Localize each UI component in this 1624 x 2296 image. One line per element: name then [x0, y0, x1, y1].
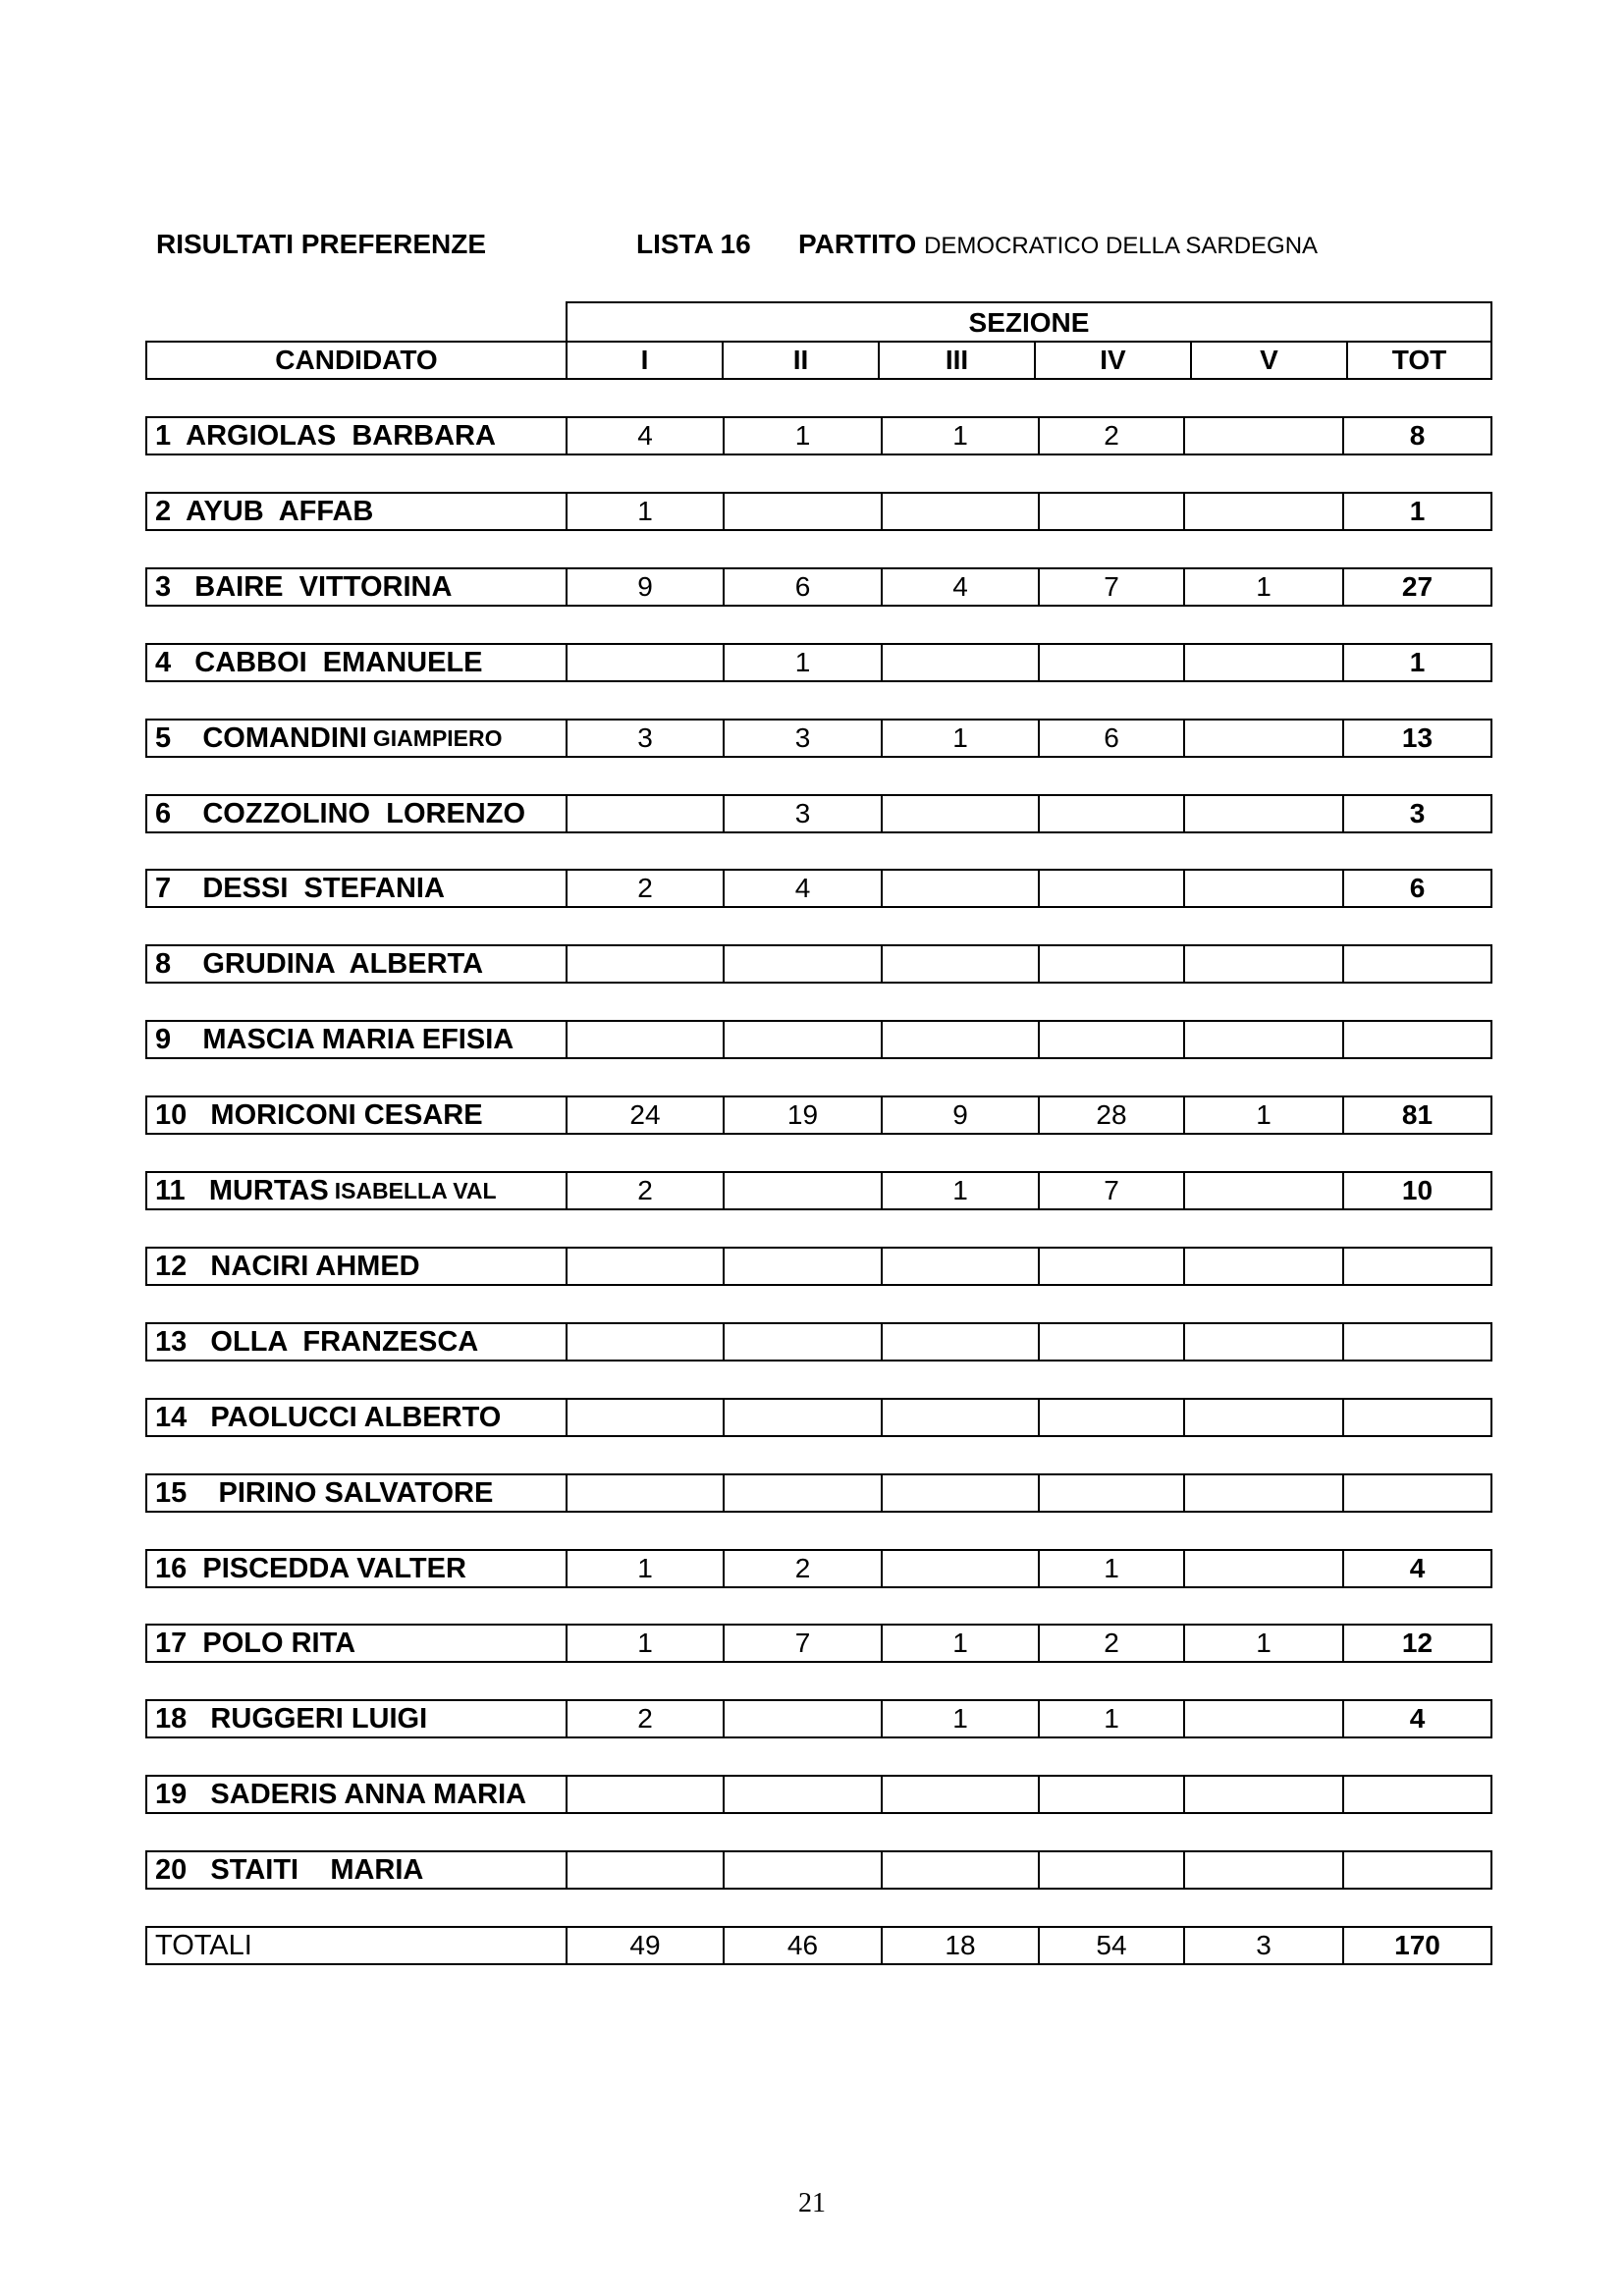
- vote-cell: [1183, 796, 1342, 831]
- candidate-name-text: 18 RUGGERI LUIGI: [155, 1702, 428, 1735]
- vote-cell: 1: [637, 1553, 653, 1583]
- table-row: [566, 1095, 1492, 1135]
- candidate-name: [145, 416, 568, 455]
- vote-cell: 2: [1038, 418, 1183, 454]
- candidate-name-extra: ISABELLA VAL: [334, 1177, 497, 1203]
- table-row: [566, 567, 1492, 607]
- vote-cell: [881, 1400, 1038, 1435]
- column-headers: [566, 341, 1492, 380]
- vote-cell: [568, 1249, 723, 1284]
- candidate-name-text: 1 ARGIOLAS BARBARA: [155, 419, 496, 452]
- total-cell: 8: [1342, 418, 1490, 454]
- vote-cell: 18: [881, 1928, 1038, 1963]
- vote-cell: [1183, 1173, 1342, 1208]
- candidate-name-text: 17 POLO RITA: [155, 1627, 356, 1659]
- total-cell: 13: [1342, 721, 1490, 756]
- candidate-name: [145, 1624, 568, 1663]
- total-cell: [1342, 1777, 1490, 1812]
- table-row: [566, 794, 1492, 833]
- candidate-name: [145, 869, 568, 908]
- vote-cell: [568, 645, 723, 680]
- vote-cell: [881, 1324, 1038, 1360]
- table-row: [566, 1775, 1492, 1814]
- vote-cell: 3: [637, 722, 653, 753]
- candidate-name-text: 12 NACIRI AHMED: [155, 1250, 420, 1282]
- total-cell: 12: [1342, 1626, 1490, 1661]
- vote-cell: [1038, 645, 1183, 680]
- candidate-name-text: 3 BAIRE VITTORINA: [155, 570, 453, 603]
- table-row: [566, 1549, 1492, 1588]
- vote-cell: [1038, 796, 1183, 831]
- vote-cell: 1: [1183, 569, 1342, 605]
- vote-cell: [1183, 1701, 1342, 1736]
- column-header: IV: [1034, 343, 1190, 378]
- vote-cell: 2: [723, 1551, 881, 1586]
- vote-cell: [881, 645, 1038, 680]
- vote-cell: 54: [1038, 1928, 1183, 1963]
- vote-cell: 49: [629, 1930, 661, 1960]
- candidate-name: [145, 492, 568, 531]
- table-row: [566, 1699, 1492, 1738]
- vote-cell: [1038, 1777, 1183, 1812]
- total-cell: [1342, 1475, 1490, 1511]
- vote-cell: 28: [1038, 1097, 1183, 1133]
- table-row: [566, 492, 1492, 531]
- vote-cell: 46: [723, 1928, 881, 1963]
- candidate-name-text: 7 DESSI STEFANIA: [155, 872, 445, 904]
- vote-cell: [1183, 1022, 1342, 1057]
- vote-cell: [881, 1551, 1038, 1586]
- total-cell: 10: [1342, 1173, 1490, 1208]
- header-party-prefix: PARTITO: [798, 229, 917, 259]
- vote-cell: 2: [1038, 1626, 1183, 1661]
- total-cell: [1342, 1022, 1490, 1057]
- vote-cell: [1183, 1777, 1342, 1812]
- vote-cell: 1: [881, 1626, 1038, 1661]
- vote-cell: [723, 946, 881, 982]
- vote-cell: 3: [723, 721, 881, 756]
- table-row: [566, 1850, 1492, 1890]
- vote-cell: [881, 1852, 1038, 1888]
- vote-cell: [881, 1475, 1038, 1511]
- total-cell: [1342, 1852, 1490, 1888]
- vote-cell: [723, 1852, 881, 1888]
- vote-cell: [1038, 871, 1183, 906]
- vote-cell: [568, 1022, 723, 1057]
- vote-cell: 7: [1038, 1173, 1183, 1208]
- vote-cell: [1183, 1400, 1342, 1435]
- vote-cell: 1: [881, 721, 1038, 756]
- total-cell: 81: [1342, 1097, 1490, 1133]
- vote-cell: [1183, 1551, 1342, 1586]
- candidate-name: [145, 1699, 568, 1738]
- vote-cell: 1: [1183, 1626, 1342, 1661]
- vote-cell: 1: [1183, 1097, 1342, 1133]
- table-row: [566, 1624, 1492, 1663]
- column-header: I: [640, 345, 649, 375]
- vote-cell: [1038, 946, 1183, 982]
- column-header: TOT: [1346, 343, 1490, 378]
- vote-cell: [881, 1022, 1038, 1057]
- vote-cell: [568, 1324, 723, 1360]
- total-cell: 4: [1342, 1701, 1490, 1736]
- vote-cell: 7: [1038, 569, 1183, 605]
- candidate-name: [145, 944, 568, 984]
- candidate-header: CANDIDATO: [145, 341, 568, 380]
- vote-cell: 3: [1183, 1928, 1342, 1963]
- header-party: [798, 229, 1318, 260]
- vote-cell: 1: [637, 496, 653, 526]
- vote-cell: [723, 1249, 881, 1284]
- candidate-name: [145, 1020, 568, 1059]
- vote-cell: 2: [637, 1175, 653, 1205]
- candidate-name: [145, 643, 568, 682]
- vote-cell: [881, 796, 1038, 831]
- vote-cell: [1183, 494, 1342, 529]
- table-row: [566, 719, 1492, 758]
- vote-cell: [1038, 1249, 1183, 1284]
- table-row: [566, 1473, 1492, 1513]
- vote-cell: [881, 1249, 1038, 1284]
- vote-cell: [881, 494, 1038, 529]
- page-number: 21: [798, 2188, 826, 2218]
- vote-cell: 4: [723, 871, 881, 906]
- vote-cell: 4: [881, 569, 1038, 605]
- table-row: [566, 944, 1492, 984]
- table-row: [566, 1020, 1492, 1059]
- vote-cell: [1038, 1400, 1183, 1435]
- vote-cell: [568, 946, 723, 982]
- table-row: [566, 1398, 1492, 1437]
- candidate-name-text: 8 GRUDINA ALBERTA: [155, 947, 484, 980]
- total-cell: 4: [1342, 1551, 1490, 1586]
- candidate-name-text: 5 COMANDINI: [155, 721, 367, 754]
- column-header: V: [1190, 343, 1346, 378]
- vote-cell: [1183, 1475, 1342, 1511]
- candidate-name-extra: GIAMPIERO: [372, 724, 503, 751]
- table-row: [566, 416, 1492, 455]
- candidate-name-text: 16 PISCEDDA VALTER: [155, 1552, 466, 1584]
- vote-cell: [1038, 1475, 1183, 1511]
- vote-cell: [1038, 1852, 1183, 1888]
- vote-cell: [1183, 1852, 1342, 1888]
- candidate-name-text: 20 STAITI MARIA: [155, 1853, 424, 1886]
- section-header: SEZIONE: [566, 301, 1492, 343]
- vote-cell: 7: [723, 1626, 881, 1661]
- vote-cell: [723, 1777, 881, 1812]
- table-row: [566, 1322, 1492, 1362]
- candidate-name: [145, 1095, 568, 1135]
- candidate-name: [145, 1247, 568, 1286]
- vote-cell: 2: [637, 1703, 653, 1734]
- vote-cell: 1: [723, 418, 881, 454]
- candidate-name: [145, 1549, 568, 1588]
- table-row: [566, 1171, 1492, 1210]
- vote-cell: [723, 1173, 881, 1208]
- totals-row: [566, 1926, 1492, 1965]
- candidate-name-text: 15 PIRINO SALVATORE: [155, 1476, 494, 1509]
- table-row: [566, 643, 1492, 682]
- vote-cell: [1183, 1324, 1342, 1360]
- header-party-name: DEMOCRATICO DELLA SARDEGNA: [924, 233, 1319, 259]
- candidate-name-text: 4 CABBOI EMANUELE: [155, 646, 483, 678]
- vote-cell: [568, 796, 723, 831]
- total-cell: 27: [1342, 569, 1490, 605]
- vote-cell: [568, 1475, 723, 1511]
- total-cell: [1342, 1324, 1490, 1360]
- vote-cell: [1183, 946, 1342, 982]
- vote-cell: [723, 1475, 881, 1511]
- vote-cell: 1: [637, 1628, 653, 1658]
- vote-cell: [1183, 645, 1342, 680]
- vote-cell: 1: [723, 645, 881, 680]
- candidate-name-text: 2 AYUB AFFAB: [155, 495, 374, 527]
- vote-cell: 1: [881, 1701, 1038, 1736]
- vote-cell: 3: [723, 796, 881, 831]
- candidate-name: [145, 1398, 568, 1437]
- vote-cell: 6: [723, 569, 881, 605]
- vote-cell: [1038, 1324, 1183, 1360]
- vote-cell: [568, 1400, 723, 1435]
- candidate-name-text: 11 MURTAS: [155, 1174, 329, 1206]
- vote-cell: [723, 1324, 881, 1360]
- vote-cell: 1: [1038, 1551, 1183, 1586]
- vote-cell: [723, 494, 881, 529]
- table-row: [566, 869, 1492, 908]
- vote-cell: [568, 1777, 723, 1812]
- total-cell: [1342, 1400, 1490, 1435]
- vote-cell: [881, 1777, 1038, 1812]
- vote-cell: 2: [637, 873, 653, 903]
- vote-cell: 1: [881, 1173, 1038, 1208]
- candidate-name-text: 13 OLLA FRANZESCA: [155, 1325, 479, 1358]
- vote-cell: 9: [881, 1097, 1038, 1133]
- vote-cell: 6: [1038, 721, 1183, 756]
- candidate-name: [145, 1322, 568, 1362]
- candidate-name-text: 19 SADERIS ANNA MARIA: [155, 1778, 527, 1810]
- total-cell: 1: [1342, 494, 1490, 529]
- candidate-name: [145, 794, 568, 833]
- candidate-name: [145, 719, 568, 758]
- vote-cell: [1183, 721, 1342, 756]
- header-title: RISULTATI PREFERENZE: [156, 229, 486, 259]
- vote-cell: [1183, 418, 1342, 454]
- vote-cell: [1183, 871, 1342, 906]
- candidate-name: [145, 567, 568, 607]
- vote-cell: 19: [723, 1097, 881, 1133]
- total-cell: 170: [1342, 1928, 1490, 1963]
- vote-cell: [1038, 494, 1183, 529]
- vote-cell: [881, 871, 1038, 906]
- candidate-name-text: 10 MORICONI CESARE: [155, 1098, 483, 1131]
- candidate-name-text: 9 MASCIA MARIA EFISIA: [155, 1023, 514, 1055]
- total-cell: [1342, 946, 1490, 982]
- vote-cell: 24: [629, 1099, 661, 1130]
- totals-label: TOTALI: [145, 1926, 568, 1965]
- candidate-name: [145, 1775, 568, 1814]
- vote-cell: [1038, 1022, 1183, 1057]
- vote-cell: [723, 1400, 881, 1435]
- candidate-name-text: 14 PAOLUCCI ALBERTO: [155, 1401, 502, 1433]
- vote-cell: [1183, 1249, 1342, 1284]
- vote-cell: [881, 946, 1038, 982]
- candidate-name: [145, 1171, 568, 1210]
- vote-cell: 1: [881, 418, 1038, 454]
- total-cell: 6: [1342, 871, 1490, 906]
- total-cell: 1: [1342, 645, 1490, 680]
- total-cell: [1342, 1249, 1490, 1284]
- candidate-name-text: 6 COZZOLINO LORENZO: [155, 797, 525, 829]
- header-list: LISTA 16: [636, 229, 751, 259]
- vote-cell: 1: [1038, 1701, 1183, 1736]
- vote-cell: [568, 1852, 723, 1888]
- total-cell: 3: [1342, 796, 1490, 831]
- table-row: [566, 1247, 1492, 1286]
- column-header: III: [878, 343, 1034, 378]
- candidate-name: [145, 1473, 568, 1513]
- vote-cell: [723, 1022, 881, 1057]
- vote-cell: 4: [637, 420, 653, 451]
- vote-cell: 9: [637, 571, 653, 602]
- candidate-name: [145, 1850, 568, 1890]
- column-header: II: [722, 343, 878, 378]
- vote-cell: [723, 1701, 881, 1736]
